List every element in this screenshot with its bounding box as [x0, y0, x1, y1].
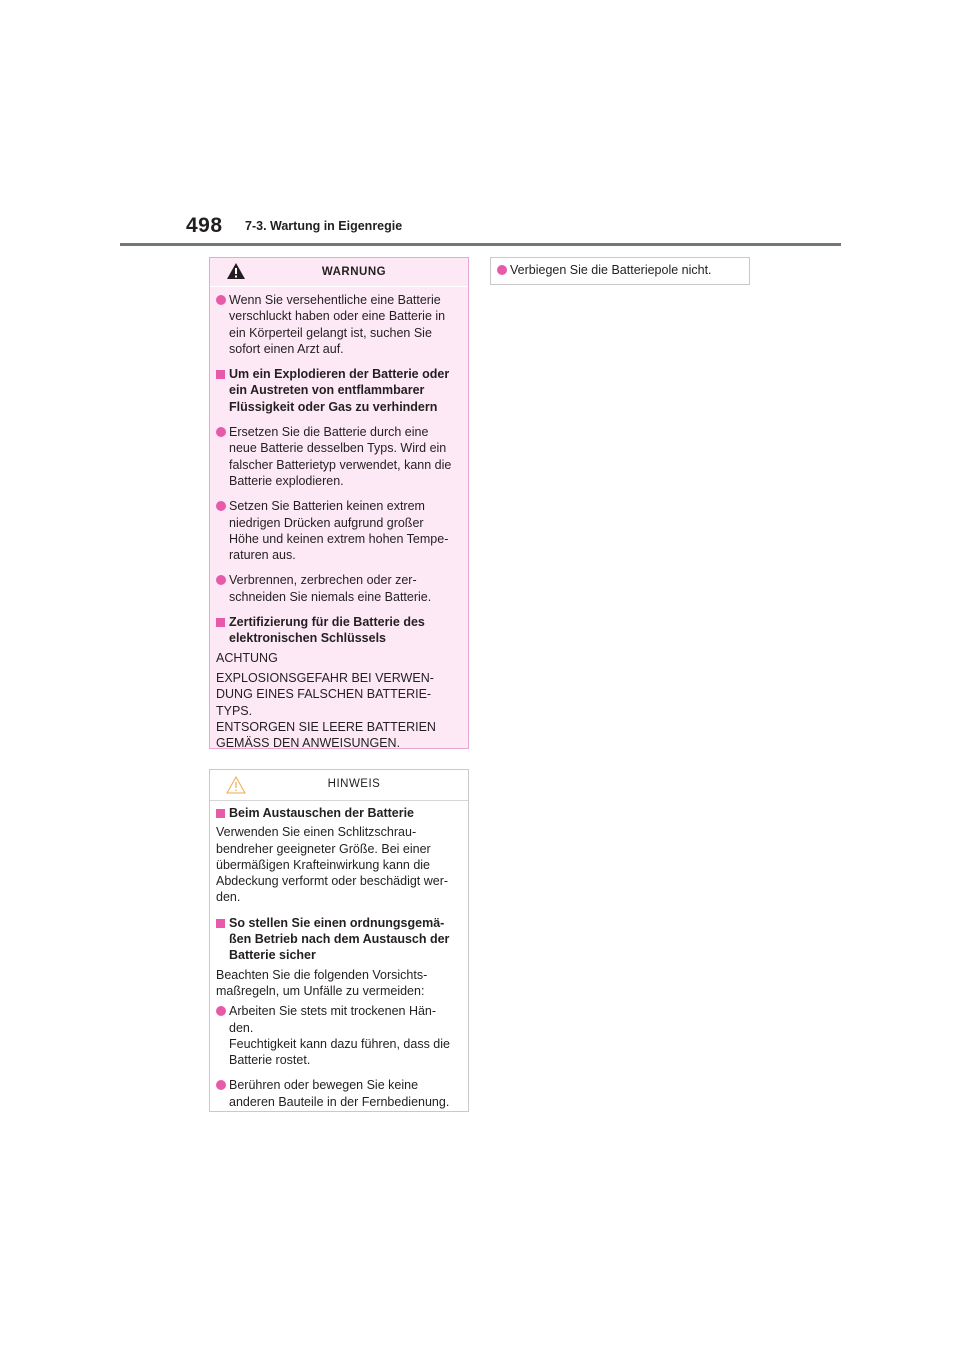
- page-number: 498: [186, 214, 223, 237]
- note-header: [210, 770, 468, 801]
- list-item: [215, 1003, 461, 1068]
- list-item: [496, 262, 744, 278]
- warning-title: WARNUNG: [321, 266, 387, 278]
- warning-heading-2: Zertifizierung für die Batterie des elektronischen Schlüssels: [229, 615, 425, 646]
- list-item: [215, 292, 461, 357]
- list-item: [215, 498, 461, 563]
- subheading: [215, 805, 461, 821]
- warning-header: [210, 258, 468, 287]
- note-item-2: Berühren oder bewegen Sie keine anderen Bauteile in der Fernbedienung.: [229, 1078, 450, 1109]
- right-item-1: Verbiegen Sie die Batteriepole nicht.: [510, 263, 712, 277]
- list-item: [215, 572, 461, 605]
- warning-box: [209, 257, 469, 749]
- warning-item-3: Setzen Sie Batterien keinen extrem niedrigen Drücken aufgrund großer Höhe und keinen extrem hohen Tempe- raturen aus.: [229, 499, 449, 563]
- bullet-square-icon: [216, 809, 225, 818]
- note-heading-2: So stellen Sie einen ordnungsgemä- ßen Betrieb nach dem Austausch der Batterie sicher: [229, 915, 450, 963]
- note-heading-1: Beim Austauschen der Batterie: [229, 806, 415, 820]
- bullet-dot-icon: [216, 501, 226, 511]
- note-text-1: Verwenden Sie einen Schlitzschrau- bendreher geeigneter Größe. Bei einer übermäßigen Krafteinwirkung kann die Abdeckung verformt oder beschädigt wer- den.: [216, 825, 449, 905]
- list-item: [215, 424, 461, 489]
- bullet-square-icon: [216, 618, 225, 627]
- bullet-dot-icon: [216, 1006, 226, 1016]
- warning-item-2: Ersetzen Sie die Batterie durch eine neue Batterie desselben Typs. Wird ein falscher Batterietyp verwendet, kann die Batterie explodieren.: [229, 425, 452, 488]
- warning-item-1: Wenn Sie versehentliche eine Batterie verschluckt haben oder eine Batterie in ein Körperteil gelangt ist, suchen Sie sofort einen Arzt auf.: [229, 293, 446, 356]
- note-box: [209, 769, 469, 1112]
- note-title: HINWEIS: [327, 778, 381, 790]
- continued-warning-box: [490, 257, 750, 285]
- header-rule: [120, 243, 841, 246]
- warning-heading-1: Um ein Explodieren der Batterie oder ein Austreten von entflammbarer Flüssigkeit oder Gas zu verhindern: [229, 367, 450, 414]
- bullet-square-icon: [216, 370, 225, 379]
- subheading: [215, 915, 461, 964]
- section-title: 7-3. Wartung in Eigenregie: [245, 219, 403, 233]
- warning-text-2: EXPLOSIONSGEFAHR BEI VERWEN- DUNG EINES FALSCHEN BATTERIE- TYPS. ENTSORGEN SIE LEERE BATTERIEN GEMÄSS DEN ANWEISUNGEN.: [216, 670, 436, 751]
- list-item: [215, 1077, 461, 1110]
- subheading: [215, 366, 461, 415]
- note-item-1: Arbeiten Sie stets mit trockenen Hän- den. Feuchtigkeit kann dazu führen, dass die Batterie rostet.: [229, 1004, 450, 1068]
- note-text-2: Beachten Sie die folgenden Vorsichts- maßregeln, um Unfälle zu vermeiden:: [216, 967, 428, 998]
- bullet-dot-icon: [216, 575, 226, 585]
- bullet-dot-icon: [216, 295, 226, 305]
- warning-text-1: ACHTUNG: [216, 650, 278, 665]
- subheading: [215, 614, 461, 647]
- bullet-dot-icon: [216, 1080, 226, 1090]
- bullet-dot-icon: [216, 427, 226, 437]
- bullet-square-icon: [216, 919, 225, 928]
- bullet-dot-icon: [497, 265, 507, 275]
- warning-item-4: Verbrennen, zerbrechen oder zer- schneiden Sie niemals eine Batterie.: [229, 573, 432, 604]
